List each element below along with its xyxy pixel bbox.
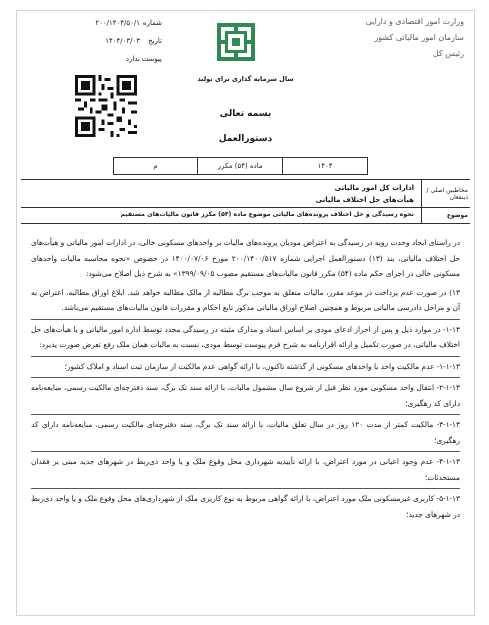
divider <box>31 488 460 489</box>
basmala-heading: بسمه تعالی <box>219 109 272 119</box>
grid-bottom-rule <box>21 223 470 224</box>
letter-attachment-value: ندارد <box>125 55 140 63</box>
letter-number-value: ۲۰۰/۱۴۰۴/۵۰/۱ <box>95 19 140 27</box>
letter-number-label: شماره <box>142 19 162 27</box>
instruction-body <box>31 235 460 525</box>
divider <box>31 414 460 415</box>
paragraph-13-1-1: ۱-۱-۱۳- عدم مالکیت واحد یا واحدهای مسکونی از گذشته تاکنون، با ارائه گواهی عدم مالکیت از سازمان ثبت اسناد و املاک کشور؛ <box>64 361 460 371</box>
grid-mid-rule <box>21 207 470 208</box>
year-slogan: سال سرمایه گذاری برای تولید <box>197 75 294 83</box>
paragraph-13: ۱۳) در صورت عدم پرداخت در موعد مقرر، مالیات متعلق به موجب برگ مطالبه از مالک مطالبه خواهد شد. ابلاغ اوراق مطالبه، اعتراض به آن و مراحل دادرسی مالیاتی مربوط و همچنین اصلاح اوراق مالیاتی مذکور تابع احکام و مقررات قانون مالیات‌های مستقیم می‌باشد. <box>31 287 460 312</box>
org-line-1: وزارت امور اقتصادی و دارایی <box>365 17 464 26</box>
org-line-2: سازمان امور مالیاتی کشور <box>374 33 464 42</box>
subject-label: موضوع <box>446 212 468 219</box>
divider <box>31 319 460 320</box>
letter-attachment-label: پیوست <box>141 55 162 63</box>
paragraph-13-1-3: ۳-۱-۱۳- مالکیت کمتر از مدت ۱۲۰ روز در سال تعلق مالیات، با ارائه سند تک برگ، سند دفترچه‌ای مالکیت رسمی، مبایعه‌نامه دارای کد رهگیری؛ <box>31 420 460 445</box>
paragraph-13-1-5: ۵-۱-۱۳- کاربری غیرمسکونی ملک مورد اعتراض، با ارائه گواهی مربوط به نوع کاربری ملک از شهرداری‌های محل وقوع ملک و یا واحد ذی‌ربط در شهرهای جدید؛ <box>31 494 460 519</box>
paragraph-intro: در راستای ایجاد وحدت رویه در رسیدگی به اعتراض مودیان پرونده‌های مالیات بر واحدهای مسکونی خالی، در ادارات امور مالیاتی و هیأت‌های حل اختلاف مالیاتی، بند (۱۳) دستورالعمل اجرایی شماره ۲۰۰/۱۴۰۰/۵۱۷ مورخ ۱۴۰۰/۰۷/۰۶ در خصوص «نحوه محاسبه مالیات واحدهای مسکونی خالی در اجرای حکم ماده (۵۴) مکرر قانون مالیات‌های مستقیم مصوب ۱۳۹۹/۰۹/۰۵» به شرح ذیل اصلاح می‌شود: <box>31 238 460 278</box>
divider <box>31 356 460 357</box>
paragraph-13-1: ۱-۱۳- در موارد ذیل و پس از احراز ادعای مودی بر اساس اسناد و مدارک مثبته در رسیدگی مجدد توسط اداره امور مالیاتی و یا هیأت‌های حل اختلاف مالیاتی، در صورت تکمیل و ارائه اقرارنامه به شرح فرم پیوست توسط مودی، نسبت به مالیات همان ملک رفع تعرض صورت پذیرد: <box>31 324 460 349</box>
divider <box>31 377 460 378</box>
letter-date-label: تاریخ <box>148 37 162 45</box>
grid-column-rule <box>421 179 422 223</box>
paragraph-13-1-2: ۲-۱-۱۳- انتقال واحد مسکونی مورد نظر قبل از شروع سال مشمول مالیات، با ارائه سند تک برگ، سند دفترچه‌ای مالکیت رسمی، مبایعه‌نامه دارای کد رهگیری؛ <box>31 383 460 408</box>
info-category-cell: م <box>114 158 198 175</box>
letter-page <box>16 10 475 616</box>
org-line-3: رئیس کل <box>432 49 464 58</box>
recipient-line-1: ادارات کل امور مالیاتی <box>334 184 414 192</box>
qr-code-icon <box>75 75 137 137</box>
tax-organization-logo-icon <box>213 19 259 65</box>
subject-text: نحوه رسیدگی و حل اختلاف پرونده‌های مالیاتی موضوع ماده (۵۴) مکرر قانون مالیات‌های مستقیم <box>120 211 414 218</box>
grid-top-rule <box>21 179 470 180</box>
document-title: دستورالعمل <box>218 134 273 144</box>
instruction-info-table <box>113 157 368 175</box>
recipients-label: مخاطبین اصلی / ذینفعان <box>426 187 468 201</box>
letter-date-value: ۱۴۰۴/۰۳/۰۳ <box>105 37 140 45</box>
paragraph-13-1-4: ۴-۱-۱۳- عدم وجود اعیانی در مورد اعتراض، با ارائه تأییدیه شهرداری محل وقوع ملک و یا واحد ذی‌ربط در شهرهای جدید مبنی بر فقدان مستحدثات؛ <box>31 457 460 482</box>
info-subject-cell: ماده (۵۴) مکرر <box>198 158 283 175</box>
recipient-line-2: هیأت‌های حل اختلاف مالیاتی <box>315 196 414 204</box>
divider <box>31 451 460 452</box>
info-number-cell: ۱۴۰۴ <box>283 158 368 175</box>
